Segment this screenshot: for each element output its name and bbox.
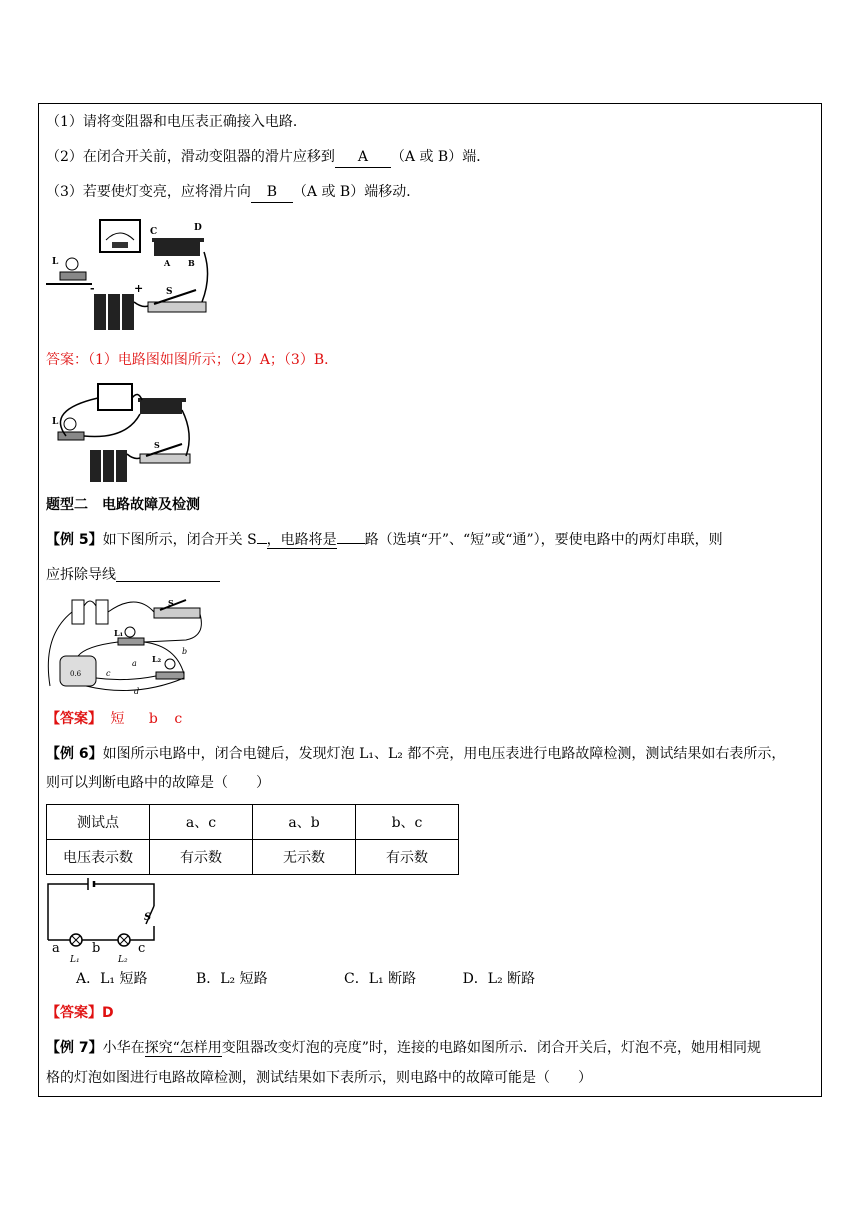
ex5-line2: 应拆除导线	[46, 565, 220, 585]
label-plus: +	[134, 282, 144, 295]
apparatus-figure-1	[46, 216, 216, 334]
ex6-point-a: a	[52, 941, 60, 956]
option-b: B．L₂ 短路	[195, 971, 268, 987]
ex5-blank-1	[337, 543, 365, 544]
ex7-line1: 【例 7】小华在探究“怎样用变阻器改变灯泡的亮度”时，连接的电路如图所示．闭合开关后，灯泡不亮，她用相同规	[46, 1040, 761, 1056]
ex5-answer: 【答案】 短 b c	[46, 711, 183, 727]
option-a: A．L₁ 短路	[76, 971, 148, 987]
circuit-figure-ex5	[46, 596, 206, 700]
option-d: D．L₂ 断路	[462, 971, 536, 987]
ex6-table	[46, 804, 459, 875]
ex6-point-c: c	[138, 941, 146, 956]
table-row: 测试点 a、c a、b b、c	[47, 805, 459, 840]
q1-part3-blank: B	[251, 182, 293, 203]
ex5-answer-2: b	[148, 711, 158, 727]
apparatus-figure-2	[46, 380, 196, 484]
ex5-wire-a: a	[132, 659, 137, 668]
ex6-point-b: b	[92, 941, 101, 956]
label-a: A	[164, 258, 171, 268]
option-c: C．L₁ 断路	[344, 971, 417, 987]
label-l: L	[52, 257, 59, 267]
q1-part2-blank: A	[335, 147, 391, 168]
ex6-label-l1: L₁	[70, 955, 80, 964]
ex5-wire-b: b	[182, 647, 188, 656]
label-s: S	[166, 287, 173, 297]
ex5-meter-value: 0.6	[70, 670, 82, 678]
table-row: 电压表示数 有示数 无示数 有示数	[47, 840, 459, 875]
ex6-line2: 则可以判断电路中的故障是（ ）	[46, 775, 270, 791]
ex5-blank-2	[116, 565, 220, 582]
ex6-options	[76, 969, 535, 989]
ex5-answer-3: c	[174, 711, 183, 727]
ex6-label-s: S	[144, 912, 152, 923]
q1-part1: （1）请将变阻器和电压表正确接入电路．	[46, 114, 307, 130]
answer-label-l: L	[52, 417, 59, 427]
q1-part2: （2）在闭合开关前，滑动变阻器的滑片应移到 A （A 或 B）端．	[46, 147, 490, 168]
ex5-wire-c: c	[106, 669, 111, 678]
section-title: 题型二 电路故障及检测	[46, 497, 200, 513]
label-d: D	[194, 223, 202, 233]
ex6-label-l2: L₂	[118, 955, 128, 964]
ex6-answer: 【答案】D	[46, 1005, 114, 1021]
ex6-line1: 【例 6】如图所示电路中，闭合电键后，发现灯泡 L₁、L₂ 都不亮，用电压表进行电路故障检测，测试结果如右表所示，	[46, 746, 786, 762]
label-minus: -	[90, 282, 95, 295]
q1-part3: （3）若要使灯变亮，应将滑片向 B （A 或 B）端移动．	[46, 182, 420, 203]
schematic-figure-ex6	[46, 876, 166, 964]
ex5-wire-d: d	[134, 687, 140, 696]
ex5-label-l2: L₂	[152, 654, 162, 664]
ex5-label-l1: L₁	[114, 628, 124, 638]
ex5-label-s: S	[168, 598, 174, 608]
q1-answer: 答案：（1）电路图如图所示；（2）A；（3）B．	[46, 352, 339, 368]
ex5-answer-1: 短	[110, 711, 125, 727]
label-c: C	[150, 227, 158, 237]
ex7-line2: 格的灯泡如图进行电路故障检测，测试结果如下表所示，则电路中的故障可能是（ ）	[46, 1070, 592, 1086]
label-b: B	[188, 258, 195, 268]
ex5-line1: 【例 5】如下图所示，闭合开关 S ，电路将是 路（选填“开”、“短”或“通”），要使电路中的两灯串联，则	[46, 532, 723, 548]
answer-label-s: S	[154, 440, 160, 450]
